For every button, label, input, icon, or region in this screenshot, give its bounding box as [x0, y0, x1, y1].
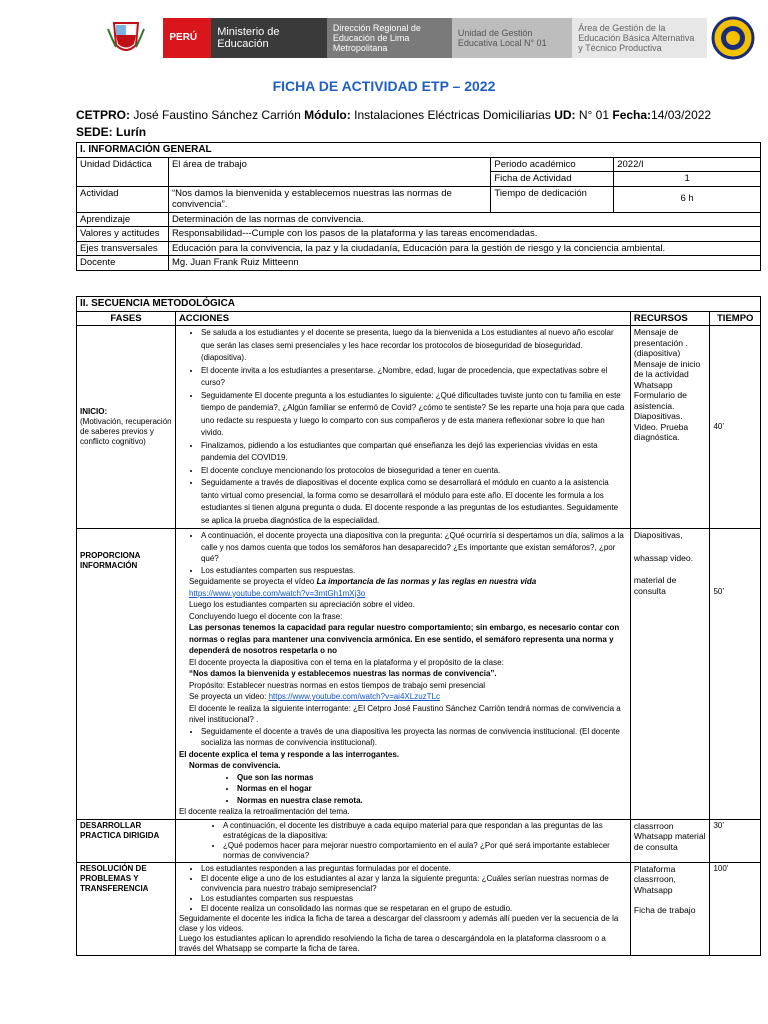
- dre-label: Dirección Regional de Educación de Lima Metropolitana: [327, 18, 452, 58]
- normas-item: • Que son las normas: [237, 772, 627, 784]
- resolucion-tiempo: 100’: [710, 862, 761, 955]
- proporciona-p3: El docente proyecta la diapositiva con el tema en la plataforma y el propósito de la clase:: [188, 657, 504, 667]
- inicio-row: [77, 326, 761, 529]
- resolucion-row: [77, 862, 761, 955]
- page-title: FICHA DE ACTIVIDAD ETP – 2022: [272, 78, 496, 94]
- peru-label: PERÚ: [163, 18, 211, 58]
- sede-label: SEDE:: [76, 125, 113, 139]
- inicio-fase-desc: (Motivación, recuperación de saberes previos y conflicto cognitivo): [80, 417, 172, 446]
- video-link-2[interactable]: https://www.youtube.com/watch?v=ai4XLzuzTLc: [268, 692, 440, 701]
- proporciona-proposito: Propósito: Establecer nuestras normas en estos tiempos de trabajo semi presencial: [188, 680, 486, 690]
- proporciona-p2: Concluyendo luego el docente con la frase:: [188, 611, 343, 621]
- aprendizaje-label: Aprendizaje: [77, 212, 169, 227]
- col-recursos: RECURSOS: [630, 311, 710, 326]
- proporciona-recurso: material de consulta: [633, 575, 677, 596]
- inicio-item: • El docente concluye mencionando los protocolos de bioseguridad a tener en cuenta.: [201, 465, 627, 478]
- col-fases: FASES: [77, 311, 176, 326]
- proporciona-recurso: whassap video.: [633, 552, 694, 563]
- institutional-header: [88, 18, 756, 58]
- ejes-label: Ejes transversales: [77, 241, 169, 256]
- video2-intro: Se proyecta un video:: [188, 692, 267, 701]
- proporciona-item: • A continuación, el docente proyecta una diapositiva con la pregunta: ¿Qué ocurriría si despertamos un día, salimos a la calle y nos damos cuenta que todos los semáforos han desaparecido? ¿Es importante que existan semáforos?, ¿por qué?: [201, 530, 627, 565]
- proporciona-item: • Los estudiantes comparten sus respuestas.: [201, 565, 627, 577]
- normas-title: Normas de convivencia.: [188, 761, 281, 770]
- sequence-table: [76, 296, 761, 956]
- inicio-fase-title: INICIO:: [80, 407, 108, 416]
- area-label: Área de Gestión de la Educación Básica Alternativa y Técnico Productiva: [572, 18, 707, 58]
- inicio-recursos: Mensaje de presentación .(diapositiva) Mensaje de inicio de la actividad Whatsapp Formulario de asistencia. Diapositivas. Video. Prueba diagnóstica.: [630, 326, 710, 529]
- resolucion-recursos-1: Plataforma classrroon, Whatsapp: [633, 863, 676, 895]
- proporciona-retro: El docente realiza la retroalimentación del tema.: [178, 807, 350, 816]
- sede-line: [76, 125, 146, 139]
- desarrollar-item: • ¿Qué podemos hacer para mejorar nuestro comportamiento en el aula? ¿Por qué será importante establecer normas de convivencia?: [223, 841, 627, 861]
- fecha-value: 14/03/2022: [651, 108, 712, 122]
- ugel-label: Unidad de Gestión Educativa Local N° 01: [452, 18, 572, 58]
- actividad-value: “Nos damos la bienvenida y establecemos nuestras las normas de convivencia”.: [168, 186, 490, 212]
- proporciona-explica: El docente explica el tema y responde a las interrogantes.: [178, 749, 400, 759]
- proporciona-tiempo: 50’: [710, 529, 761, 820]
- video-title: La importancia de las normas y las reglas en nuestra vida: [316, 577, 537, 586]
- valores-value: Responsabilidad---Cumple con los pasos de la plataforma y las tareas encomendadas.: [168, 227, 760, 242]
- cetpro-seal-logo: [711, 18, 756, 58]
- actividad-label: Actividad: [77, 186, 169, 212]
- fecha-label: Fecha:: [612, 108, 652, 122]
- sede-value: Lurín: [116, 125, 147, 139]
- inicio-item: • Finalizamos, pidiendo a los estudiantes que compartan qué enseñanza les dejó las experiencias vividas en esta pandemia del COVID19.: [201, 440, 627, 465]
- unidad-label: Unidad Didáctica: [77, 157, 169, 186]
- docente-label: Docente: [77, 256, 169, 271]
- tiempo-label: Tiempo de dedicación: [491, 186, 614, 212]
- info-line: [76, 108, 711, 122]
- ficha-label: Ficha de Actividad: [491, 172, 614, 187]
- docente-value: Mg. Juan Frank Ruiz Mitteenn: [168, 256, 760, 271]
- video-link-1[interactable]: https://www.youtube.com/watch?v=3mtGh1mXj3o: [188, 588, 366, 598]
- inicio-item: • El docente invita a los estudiantes a presentarse. ¿Nombre, edad, lugar de procedencia, que expectativas sobre el curso?: [201, 365, 627, 390]
- resolucion-item: • El docente elige a uno de los estudiantes al azar y lanza la siguiente pregunta: ¿Cuáles serían nuestras normas de convivencia para nuestro trabajo semipresencial?: [201, 874, 627, 894]
- desarrollar-recursos: classrroon Whatsapp material de consulta: [630, 819, 710, 862]
- proporciona-p4: El docente le realiza la siguiente interrogante: ¿El Cetpro José Faustino Sánchez Carrión tendrá normas de convivencia a nivel institucional? .: [188, 703, 621, 724]
- periodo-value: 2022/I: [614, 157, 761, 172]
- peru-coat-of-arms-logo: [88, 18, 163, 58]
- inicio-item: • Seguidamente El docente pregunta a los estudiantes lo siguiente: ¿Qué dificultades tuviste junto con tu familia en este tiempo de pandemia?, ¿Algún familiar se enfermó de Covid? ¿cómo te sentiste? Se les reparte una hoja para que cada uno redacte su respuesta y luego lo comparto con sus compañeros y de esta manera reflexionar sobre lo que han vivido.: [201, 390, 627, 440]
- resolucion-item: • Los estudiantes comparten sus respuestas: [201, 894, 627, 904]
- ficha-value: 1: [614, 172, 761, 187]
- proporciona-item: • Seguidamente el docente a través de una diapositiva les proyecta las normas de convivencia institucional. (El docente socializa las normas de convivencia institucional).: [201, 726, 627, 749]
- cetpro-value: José Faustino Sánchez Carrión: [133, 108, 301, 122]
- general-heading: I. INFORMACIÓN GENERAL: [77, 143, 761, 158]
- modulo-value: Instalaciones Eléctricas Domiciliarias: [354, 108, 551, 122]
- proporciona-p1: Luego los estudiantes comparten su apreciación sobre el video.: [188, 600, 415, 609]
- desarrollar-fase-title: DESARROLLAR PRACTICA DIRIGIDA: [77, 819, 176, 862]
- video-intro: Seguidamente se proyecta el vídeo: [188, 577, 315, 586]
- ud-value: N° 01: [578, 108, 610, 122]
- normas-item: • Normas en el hogar: [237, 783, 627, 795]
- unidad-value: El área de trabajo: [168, 157, 490, 186]
- resolucion-recursos-2: Ficha de trabajo: [633, 905, 696, 915]
- periodo-label: Periodo académico: [491, 157, 614, 172]
- cetpro-label: CETPRO:: [76, 108, 130, 122]
- inicio-item: • Seguidamente a través de diapositivas el docente explica como se desarrollará el módulo en cuanto a la asistencia tanto virtual como presencial, la forma como se desarrollará el módulo para este año. El docente les formula a los estudiantes si tienen alguna pregunta o duda. El docente responde a las preguntas de los estudiantes. Seguidamente se aplica la prueba diagnóstica de la especialidad.: [201, 477, 627, 527]
- col-acciones: ACCIONES: [175, 311, 630, 326]
- resolucion-fase-title: RESOLUCIÓN DE PROBLEMAS Y TRANSFERENCIA: [77, 862, 176, 955]
- desarrollar-tiempo: 30’: [710, 819, 761, 862]
- proporciona-row: [77, 529, 761, 820]
- general-info-table: [76, 142, 761, 271]
- resolucion-p2: Luego los estudiantes aplican lo aprendido resolviendo la ficha de tarea o descargándola en la plataforma classroom o a través del Whatsapp se comparte la ficha de tarea.: [178, 933, 606, 953]
- desarrollar-item: • A continuación, el docente les distribuye a cada equipo material para que respondan a las preguntas de las estratégicas de la diapositiva:: [223, 821, 627, 841]
- resolucion-item: • El docente realiza un consolidado las normas que se respetaran en el grupo de estudio.: [201, 904, 627, 914]
- inicio-tiempo: 40’: [710, 326, 761, 529]
- resolucion-p1: Seguidamente el docente les indica la ficha de tarea a descargar del classroom y además allí pueden ver la secuencia de la clase y los videos.: [178, 913, 619, 933]
- ministerio-label: Ministerio de Educación: [211, 18, 327, 58]
- modulo-label: Módulo:: [304, 108, 351, 122]
- col-tiempo: TIEMPO: [710, 311, 761, 326]
- proporciona-fase-title: PROPORCIONA INFORMACIÓN: [77, 529, 176, 820]
- tiempo-value: 6 h: [614, 186, 761, 212]
- proporciona-recurso: Diapositivas,: [633, 530, 683, 540]
- proporciona-tema: “Nos damos la bienvenida y establecemos nuestras las normas de convivencia”.: [188, 669, 497, 678]
- ejes-value: Educación para la convivencia, la paz y la ciudadanía, Educación para la gestión de riesgo y la conciencia ambiental.: [168, 241, 760, 256]
- inicio-item: • Se saluda a los estudiantes y el docente se presenta, luego da la bienvenida a Los estudiantes al nuevo año escolar que serán las clases semi presenciales y les hace recordar los protocolos de bioseguridad de bioseguridad. (diapositiva).: [201, 327, 627, 365]
- proporciona-frase: Las personas tenemos la capacidad para regular nuestro comportamiento; sin embargo, es necesario contar con normas o reglas para mantener una convivencia armónica. En ese sentido, el semáforo representa una norma y dependerá de nosotros respetarla o no: [188, 623, 620, 655]
- normas-item: • Normas en nuestra clase remota.: [237, 795, 627, 807]
- ud-label: UD:: [554, 108, 576, 122]
- aprendizaje-value: Determinación de las normas de convivencia.: [168, 212, 760, 227]
- desarrollar-row: [77, 819, 761, 862]
- valores-label: Valores y actitudes: [77, 227, 169, 242]
- sequence-heading: II. SECUENCIA METODOLÓGICA: [77, 297, 761, 312]
- resolucion-item: • Los estudiantes responden a las preguntas formuladas por el docente.: [201, 864, 627, 874]
